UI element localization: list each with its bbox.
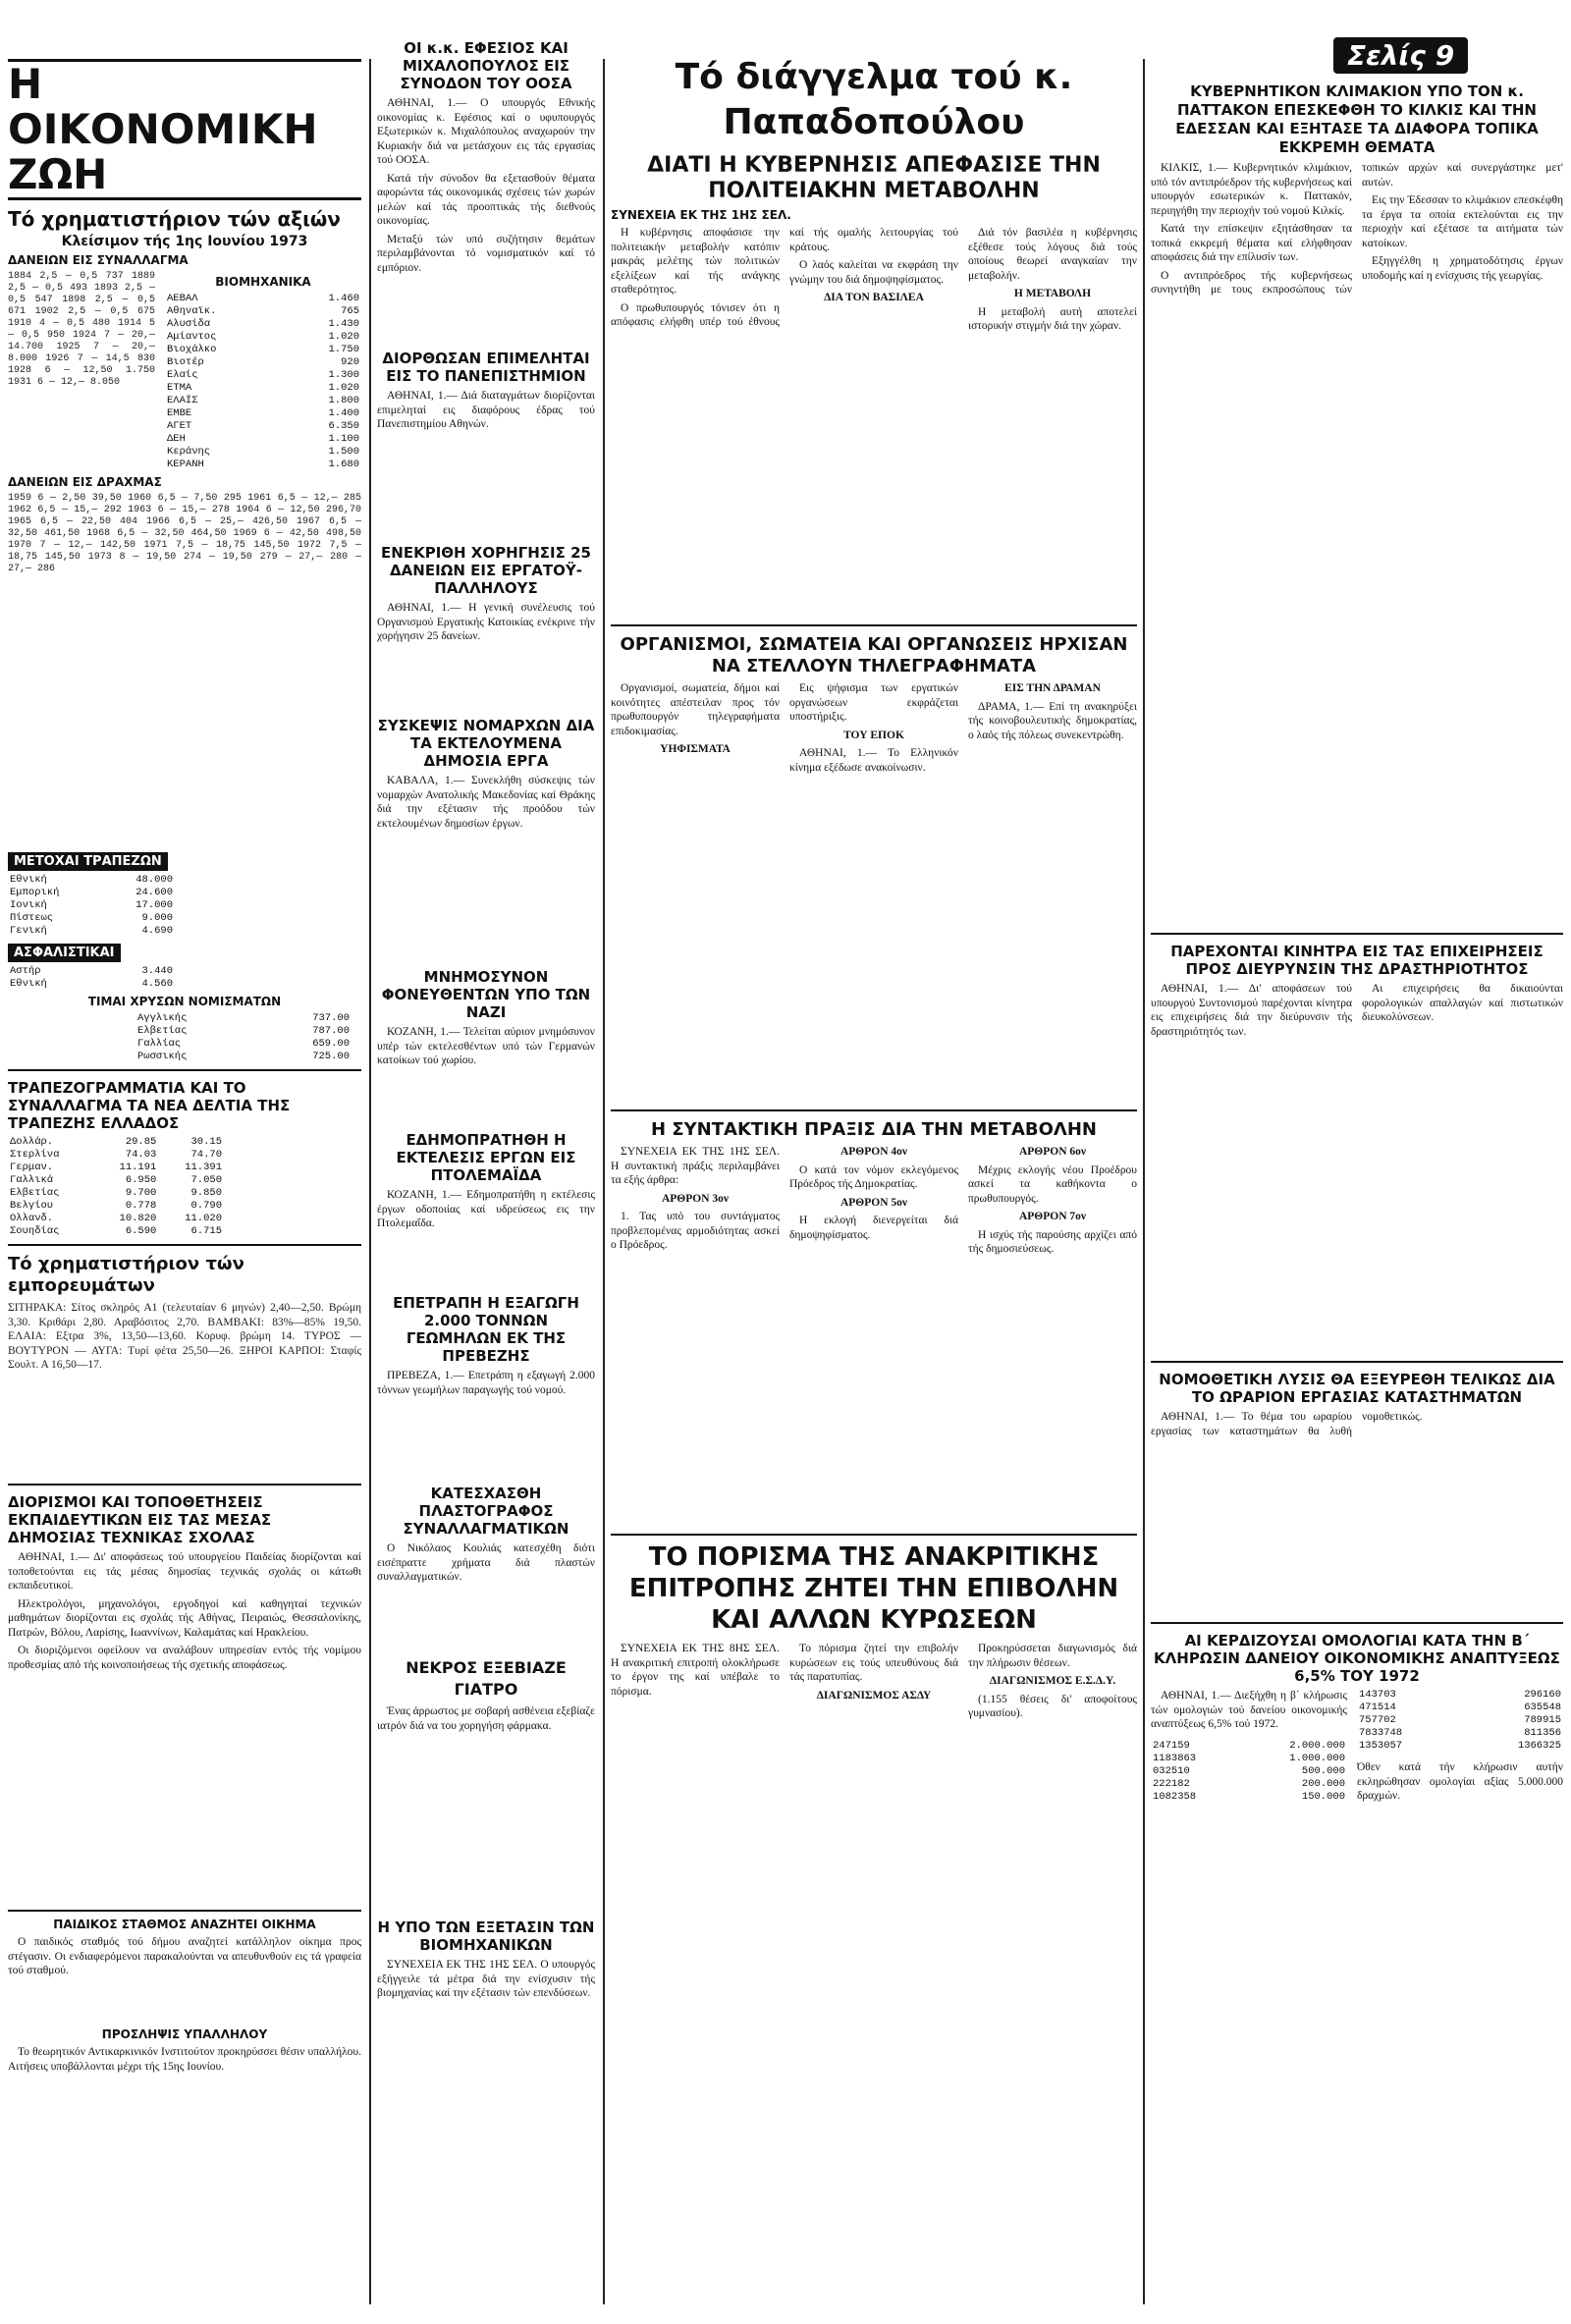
industrial-exams-headline: Η ΥΠΟ ΤΩΝ ΕΞΕΤΑΣΙΝ ΤΩΝ ΒΙΟΜΗΧΑΝΙΚΩΝ — [377, 1919, 595, 1954]
industrial-row — [165, 369, 361, 382]
industrial-row-cell: ΕΛΑΪΣ — [167, 395, 198, 406]
potatoes-text: ΠΡΕΒΕΖΑ, 1.— Επετράπη η εξαγωγή 2.000 τόννων γεωμήλων παραγωγής τού νομού. — [377, 1370, 595, 1396]
gold-table — [135, 1012, 352, 1063]
industrial-row-cell: ΚΕΡΑΝΗ — [167, 459, 204, 470]
gold-row-cell: Ρωσσικής — [137, 1051, 188, 1062]
industrial-row-cell: Κεράνης — [167, 446, 211, 458]
prize-row-cell: 2.000.000 — [1289, 1739, 1345, 1752]
doctor-headline: ΝΕΚΡΟΣ ΕΞΕΒΙΑΖΕ ΓΙΑΤΡΟ — [406, 1658, 567, 1699]
incentives-headline: ΠΑΡΕΧΟΝΤΑΙ ΚΙΝΗΤΡΑ ΕΙΣ ΤΑΣ ΕΠΙΧΕΙΡΗΣΕΙΣ ΠΡΟΣ ΔΙΕΥΡΥΝΣΙΝ ΤΗΣ ΔΡΑΣΤΗΡΙΟΤΗΤΟΣ — [1170, 943, 1544, 978]
inquiry-headline: ΤΟ ΠΟΡΙΣΜΑ ΤΗΣ ΑΝΑΚΡΙΤΙΚΗΣ ΕΠΙΤΡΟΠΗΣ ΖΗΤΕΙ ΤΗΝ ΕΠΙΒΟΛΗΝ ΚΑΙ ΑΛΛΩΝ ΚΥΡΩΣΕΩΝ — [628, 1542, 1119, 1635]
forger-headline: ΚΑΤΕΣΧΑΣΘΗ ΠΛΑΣΤΟΓΡΑΦΟΣ ΣΥΝΑΛΛΑΓΜΑΤΙΚΩΝ — [403, 1485, 569, 1538]
industrial-table — [165, 293, 361, 471]
bank-row — [8, 899, 175, 912]
fx-row-cell: Στερλίνα — [10, 1149, 60, 1161]
banks-table — [8, 874, 175, 938]
oecd-headline: ΟΙ κ.κ. ΕΦΕΣΙΟΣ ΚΑΙ ΜΙΧΑΛΟΠΟΥΛΟΣ ΕΙΣ ΣΥΝΟΔΟΝ ΤΟΥ ΟΟΣΑ — [400, 39, 572, 92]
prize-row-cell: 247159 — [1153, 1739, 1190, 1752]
article-6: ΑΡΘΡΟΝ 6ον — [1018, 1146, 1087, 1158]
gold-row-cell: 737.00 — [312, 1012, 350, 1024]
fx-row-cell: 30.15 — [190, 1136, 222, 1148]
bank-row-cell: 48.000 — [135, 874, 173, 886]
industrial-row-cell: Αμίαντος — [167, 331, 217, 343]
fx-row-cell: Βελγίου — [10, 1200, 54, 1212]
main-story-text: Η κυβέρνησις αποφάσισε την πολιτειακήν μεταβολήν κατόπιν μακράς μελέτης τών πολιτικών εξελίξεων καί τής ανάγκης σταθερότητος. Ο πρωθυπουργός τόνισεν ότι η απόφασις ελήφθη υπέρ τού έθνους καί τής ομαλής λειτουργίας τού κράτους. Ο λαός καλείται να εκφράση την γνώμην του διά δημοψηφίσματος. ΔΙΑ ΤΟΝ ΒΑΣΙΛΕΑ Διά τόν βασιλέα η κυβέρνησις εξέθεσε τούς λόγους διά τούς οποίους θεωρεί αναγκαίαν την μεταβολήν. Η ΜΕΤΑΒΟΛΗ Η μεταβολή αυτή αποτελεί ιστορικήν στιγμήν διά την χώραν. — [611, 227, 1137, 332]
continued-label: ΣΥΝΕΧΕΙΑ ΕΚ ΤΗΣ 1ΗΣ ΣΕΛ. — [611, 208, 791, 222]
forger-text: Ο Νικόλαος Κουλιάς κατεσχέθη διότι εισέπραττε χρήματα διά πλαστών συναλλαγματικών. — [377, 1542, 595, 1583]
prize-row — [1151, 1753, 1347, 1765]
drachma-loans-header: ΔΑΝΕΙΩΝ ΕΙΣ ΔΡΑΧΜΑΣ — [8, 475, 162, 489]
insurance-header: ΑΣΦΑΛΙΣΤΙΚΑΙ — [8, 944, 121, 962]
gold-row-cell: Ελβετίας — [137, 1025, 188, 1037]
fx-row — [8, 1200, 224, 1213]
drachma-loans-table: 1959 6 — 2,50 39,50 1960 6,5 — 7,50 295 1961 6,5 — 12,— 285 1962 6,5 — 15,— 292 1963 6 — 15,— 278 1964 6 — 12,50 296,70 1965 6,5 — 22,50 404 1966 6,5 — 25,— 426,50 1967 6,5 — 32,50 461,50 1968 6,5 — 32,50 464,50 1969 6 — 42,50 498,50 1970 7 — 12,— 142,50 1971 7,5 — 18,75 145,50 1972 7,5 — 18,75 145,50 1973 8 — 19,50 274 — 19,50 279 — 27,— 280 — 27,— 286 — [8, 493, 361, 574]
fx-row-cell: 0.790 — [190, 1200, 222, 1212]
memorial-headline: ΜΝΗΜΟΣΥΝΟΝ ΦΟΝΕΥΘΕΝΤΩΝ ΥΠΟ ΤΩΝ ΝΑΖΙ — [381, 968, 591, 1021]
industrial-header: ΒΙΟΜΗΧΑΝΙΚΑ — [215, 275, 311, 289]
loans-text: ΑΘΗΝΑΙ, 1.— Η γενική συνέλευσις τού Οργανισμού Εργατικής Κατοικίας ενέκρινε τήν χορήγησιν 25 δανείων. — [377, 602, 595, 642]
fx-row-cell: 6.590 — [125, 1225, 157, 1237]
industrial-row — [165, 305, 361, 318]
store-hours-headline: ΝΟΜΟΘΕΤΙΚΗ ΛΥΣΙΣ ΘΑ ΕΞΕΥΡΕΘΗ ΤΕΛΙΚΩΣ ΔΙΑ ΤΟ ΩΡΑΡΙΟΝ ΕΡΓΑΣΙΑΣ ΚΑΤΑΣΤΗΜΑΤΩΝ — [1159, 1371, 1555, 1406]
constitutional-act-headline: Η ΣΥΝΤΑΚΤΙΚΗ ΠΡΑΞΙΣ ΔΙΑ ΤΗΝ ΜΕΤΑΒΟΛΗΝ — [651, 1119, 1097, 1140]
bonds-text: ΑΘΗΝΑΙ, 1.— Διεξήχθη η β΄ κλήρωσις τών ομολογιών τού δανείου οικονομικής αναπτύξεως 6,5% τού 1972. 247159 2.000.000 1183863 1.000.000 032510 500.000 222182 200.000 1082358 150.000 — [1151, 1690, 1347, 1803]
column-rule — [1143, 59, 1145, 2304]
fx-row-cell: 29.85 — [125, 1136, 157, 1148]
change-subhead: Η ΜΕΤΑΒΟΛΗ — [1013, 288, 1092, 299]
prize-row-cell: 1082358 — [1153, 1790, 1197, 1803]
bank-row-cell: 24.600 — [135, 887, 173, 898]
industrial-row-cell: Αθηναϊκ. — [167, 305, 217, 317]
column-regional — [1151, 0, 1563, 2239]
insurance-table — [8, 965, 175, 991]
prize-row — [1151, 1765, 1347, 1778]
fx-row-cell: 6.950 — [125, 1174, 157, 1186]
fx-row-cell: 6.715 — [190, 1225, 222, 1237]
column-finance — [8, 0, 361, 2124]
prize-table — [1151, 1740, 1347, 1804]
industrial-row-cell: 1.020 — [328, 331, 359, 343]
ptolemaida-text: ΚΟΖΑΝΗ, 1.— Εδημοπρατήθη η εκτέλεσις έργων οδοποιίας καί υδρεύσεως εις την Πτολεμαΐδα. — [377, 1189, 595, 1229]
prize-row — [1151, 1740, 1347, 1753]
university-headline: ΔΙΟΡΘΩΣΑΝ ΕΠΙΜΕΛΗΤΑΙ ΕΙΣ ΤΟ ΠΑΝΕΠΙΣΤΗΜΙΟΝ — [382, 350, 590, 385]
industrial-row-cell: ΕΜΒΕ — [167, 407, 192, 419]
industrial-row — [165, 395, 361, 407]
gold-row-cell: Αγγλικής — [137, 1012, 188, 1024]
industrial-row-cell: ΑΕΒΑΛ — [167, 293, 198, 304]
industrial-row-cell: 1.430 — [328, 318, 359, 330]
gold-header: ΤΙΜΑΙ ΧΡΥΣΩΝ ΝΟΜΙΣΜΑΤΩΝ — [87, 995, 282, 1008]
industrial-row — [165, 344, 361, 356]
bond-number-row — [1357, 1714, 1563, 1727]
memorial-text: ΚΟΖΑΝΗ, 1.— Τελείται αύριον μνημόσυνον υπέρ τών εκτελεσθέντων υπό τών Γερμανών κατοίκων τού χωρίου. — [377, 1026, 595, 1066]
industrial-row — [165, 446, 361, 459]
article-7: ΑΡΘΡΟΝ 7ον — [1018, 1211, 1087, 1222]
article-5: ΑΡΘΡΟΝ 5ον — [840, 1196, 908, 1209]
fx-row-cell: 7.050 — [190, 1174, 222, 1186]
bank-row — [8, 912, 175, 925]
bond-number-row-cell: 1366325 — [1517, 1740, 1561, 1752]
industrial-row-cell: 1.750 — [328, 344, 359, 355]
fx-row-cell: Δολλάρ. — [10, 1136, 54, 1148]
industrial-row — [165, 293, 361, 305]
fx-row-cell: 9.850 — [190, 1187, 222, 1199]
stock-exchange-title: Τό χρηματιστήριον τών αξιών — [8, 207, 341, 231]
gold-row-cell: 787.00 — [312, 1025, 350, 1037]
section-title: Η ΟΙΚΟΝΟΜΙΚΗ ΖΩΗ — [8, 59, 361, 200]
insurance-row-cell: 3.440 — [141, 965, 173, 977]
bank-row-cell: Γενική — [10, 925, 47, 937]
teachers-title: ΔΙΟΡΙΣΜΟΙ ΚΑΙ ΤΟΠΟΘΕΤΗΣΕΙΣ ΕΚΠΑΙΔΕΥΤΙΚΩΝ ΕΙΣ ΤΑΣ ΜΕΣΑΣ ΔΗΜΟΣΙΑΣ ΤΕΧΝΙΚΑΣ ΣΧΟΛΑΣ — [8, 1493, 272, 1546]
university-text: ΑΘΗΝΑΙ, 1.— Διά διαταγμάτων διορίζονται επιμεληταί εις διαφόρους έδρας τού Πανεπιστημίου Αθηνών. — [377, 390, 595, 430]
fx-row-cell: Ελβετίας — [10, 1187, 60, 1199]
loans-header: ΔΑΝΕΙΩΝ ΕΙΣ ΣΥΝΑΛΛΑΓΜΑ — [8, 253, 189, 267]
fx-table — [8, 1136, 224, 1238]
gold-row-cell: Γαλλίας — [137, 1038, 182, 1050]
epok-subhead: ΤΟΥ ΕΠΟΚ — [843, 729, 904, 741]
king-subhead: ΔΙΑ ΤΟΝ ΒΑΣΙΛΕΑ — [824, 292, 924, 303]
industrial-row-cell: ΔΕΗ — [167, 433, 186, 445]
insurance-row-cell: Εθνική — [10, 978, 47, 990]
gold-row — [135, 1038, 352, 1051]
bank-row-cell: Εθνική — [10, 874, 47, 886]
esdy-subhead: ΔΙΑΓΩΝΙΣΜΟΣ Ε.Σ.Δ.Υ. — [989, 1675, 1116, 1687]
bond-number-row — [1357, 1702, 1563, 1714]
doctor-text: Ένας άρρωστος με σοβαρή ασθένεια εξεβίαζε ιατρόν διά να του χορηγήση φάρμακα. — [377, 1705, 595, 1732]
article-3: ΑΡΘΡΟΝ 3ον — [661, 1192, 730, 1205]
store-hours-text: ΑΘΗΝΑΙ, 1.— Το θέμα του ωραρίου εργασίας των καταστημάτων θα λυθή νομοθετικώς. — [1151, 1411, 1423, 1437]
fx-row — [8, 1213, 224, 1225]
industrial-row — [165, 356, 361, 369]
column-main-story — [611, 0, 1137, 1995]
industrial-row-cell: Βιοτέρ — [167, 356, 204, 368]
fx-row — [8, 1225, 224, 1238]
drama-subhead: ΕΙΣ ΤΗΝ ΔΡΑΜΑΝ — [1004, 682, 1101, 694]
constitutional-act-text: ΣΥΝΕΧΕΙΑ ΕΚ ΤΗΣ 1ΗΣ ΣΕΛ. Η συντακτική πράξις περιλαμβάνει τα εξής άρθρα: ΑΡΘΡΟΝ 3ον 1. Τας υπό του συντάγματος προβλεπομένας αρμοδιότητας ασκεί ο Πρόεδρος. ΑΡΘΡΟΝ 4ον Ο κατά τον νόμον εκλεγόμενος Πρόεδρος τής Δημοκρατίας. ΑΡΘΡΟΝ 5ον Η εκλογή διενεργείται διά δημοψηφίσματος. ΑΡΘΡΟΝ 6ον Μέχρις εκλογής νέου Προέδρου ασκεί τα καθήκοντα ο πρωθυπουργός. ΑΡΘΡΟΝ 7ον Η ισχύς τής παρούσης αρχίζει από τής δημοσιεύσεως. — [611, 1146, 1137, 1255]
bank-row-cell: 4.690 — [141, 925, 173, 937]
fx-row — [8, 1136, 224, 1149]
fx-row-cell: Γαλλικά — [10, 1174, 54, 1186]
main-headline: Τό διάγγελμα τού κ. Παπαδοπούλου — [675, 57, 1073, 142]
bond-number-row-cell: 811356 — [1524, 1727, 1561, 1739]
incentives-text: ΑΘΗΝΑΙ, 1.— Δι' αποφάσεων τού υπουργού Συντονισμού παρέχονται κίνητρα εις επιχειρήσεις διά την διεύρυνσιν τής δραστηριότητός των. Αι επιχειρήσεις θα δικαιούνται φορολογικών απαλλαγών καί πιστωτικών διευκολύνσεων. — [1151, 983, 1563, 1038]
prefects-text: ΚΑΒΑΛΑ, 1.— Συνεκλήθη σύσκεψις τών νομαρχών Ανατολικής Μακεδονίας καί Θράκης διά την εξέτασιν τής προόδου τών εκτελουμένων δημοσίων έργων. — [377, 775, 595, 830]
fx-row-cell: 74.03 — [125, 1149, 157, 1161]
employee-hiring-text: Το θεωρητικόν Αντικαρκινικόν Ινστιτούτον προκηρύσσει θέσιν υπαλλήλου. Αιτήσεις υποβάλλονται μέχρι τής 15ης Ιουνίου. — [8, 2046, 361, 2073]
bond-number-row — [1357, 1727, 1563, 1740]
industrial-row-cell: 1.100 — [328, 433, 359, 445]
bank-row — [8, 925, 175, 938]
industrial-row-cell: 1.800 — [328, 395, 359, 406]
article-4: ΑΡΘΡΟΝ 4ον — [840, 1146, 908, 1158]
gold-row — [135, 1051, 352, 1063]
industrial-row — [165, 331, 361, 344]
bank-row-cell: Πίστεως — [10, 912, 54, 924]
bond-numbers-table — [1357, 1689, 1563, 1753]
fx-row-cell: 11.020 — [185, 1213, 222, 1224]
prize-row-cell: 1.000.000 — [1289, 1752, 1345, 1764]
industrial-row-cell: 1.020 — [328, 382, 359, 394]
teachers-text: ΑΘΗΝΑΙ, 1.— Δι' αποφάσεως τού υπουργείου Παιδείας διορίζονται καί τοποθετούνται εις τάς μέσας δημοσίας τεχνικάς σχολάς οι κάτωθι εκπαιδευτικοί. Ηλεκτρολόγοι, μηχανολόγοι, εργοδηγοί καί καθηγηταί τεχνικών μαθημάτων διορίζονται εις σχολάς τής Αθήνας, Πειραιώς, Θεσσαλονίκης, Πατρών, Βόλου, Λαρίσης, Ιωαννίνων, Καλαμάτας καί Ηρακλείου. Οι διοριζόμενοι οφείλουν να αναλάβουν υπηρεσίαν εντός τής νομίμου προθεσμίας από τής κοινοποιήσεως τής σχετικής αποφάσεως. — [8, 1551, 361, 1671]
bond-number-row-cell: 1353057 — [1359, 1740, 1403, 1752]
bond-number-row-cell: 789915 — [1524, 1714, 1561, 1726]
fx-row-cell: 9.700 — [125, 1187, 157, 1199]
bank-row-cell: 9.000 — [141, 912, 173, 924]
pattakos-text: ΚΙΛΚΙΣ, 1.— Κυβερνητικόν κλιμάκιον, υπό τόν αντιπρόεδρον τής κυβερνήσεως καί υπουργόν εσωτερικών κ. Παττακόν, περιηγήθη την περιοχήν τού νομού Κιλκίς. Κατά την επίσκεψιν εξητάσθησαν τα τοπικά εκκρεμή θέματα καί ελήφθησαν αποφάσεις διά την επίλυσίν των. Ο αντιπρόεδρος τής κυβερνήσεως συνηντήθη με τους εκπροσώπους τών τοπικών αρχών καί συνεργάστηκε μετ' αυτών. Εις την Έδεσσαν το κλιμάκιον επεσκέφθη τα έργα τα οποία εκτελούνται εις την περιοχήν καί εξέτασε τα αιτήματα τών κατοίκων. Εξηγγέλθη η χρηματοδότησις έργων υποδομής καί η ενίσχυσις τής γεωργίας. — [1151, 162, 1563, 296]
kindergarten-title: ΠΑΙΔΙΚΟΣ ΣΤΑΘΜΟΣ ΑΝΑΖΗΤΕΙ ΟΙΚΗΜΑ — [53, 1918, 316, 1931]
industrial-row-cell: ΕΤΜΑ — [167, 382, 192, 394]
industrial-row-cell: 920 — [341, 356, 359, 368]
gold-row — [135, 1012, 352, 1025]
bond-number-row-cell: 143703 — [1359, 1689, 1396, 1701]
asdy-subhead: ΔΙΑΓΩΝΙΣΜΟΣ ΑΣΔΥ — [816, 1689, 932, 1702]
fx-row — [8, 1149, 224, 1162]
commodities-title: Τό χρηματιστήριον τών εμπορευμάτων — [8, 1254, 244, 1296]
industrial-row-cell: 765 — [341, 305, 359, 317]
gold-row — [135, 1025, 352, 1038]
page-number-badge: Σελίς 9 — [1333, 37, 1468, 74]
insurance-row-cell: 4.560 — [141, 978, 173, 990]
insurance-row — [8, 965, 175, 978]
prize-row-cell: 222182 — [1153, 1777, 1190, 1790]
gold-row-cell: 725.00 — [312, 1051, 350, 1062]
fx-row-cell: 0.778 — [125, 1200, 157, 1212]
fx-row-cell: 11.191 — [119, 1162, 157, 1173]
potatoes-headline: ΕΠΕΤΡΑΠΗ Η ΕΞΑΓΩΓΗ 2.000 ΤΟΝΝΩΝ ΓΕΩΜΗΛΩΝ ΕΚ ΤΗΣ ΠΡΕΒΕΖΗΣ — [393, 1294, 579, 1365]
industrial-row — [165, 420, 361, 433]
banknotes-title: ΤΡΑΠΕΖΟΓΡΑΜΜΑΤΙΑ ΚΑΙ ΤΟ ΣΥΝΑΛΛΑΓΜΑ ΤΑ ΝΕΑ ΔΕΛΤΙΑ ΤΗΣ ΤΡΑΠΕΖΗΣ ΕΛΛΑΔΟΣ — [8, 1079, 291, 1132]
bank-row — [8, 874, 175, 887]
closing-date: Κλείσιμον τής 1ης Ιουνίου 1973 — [61, 234, 308, 249]
industrial-row-cell: 1.500 — [328, 446, 359, 458]
column-rule — [603, 59, 605, 2304]
industrial-row-cell: Βιοχάλκο — [167, 344, 217, 355]
bond-number-row-cell: 635548 — [1524, 1702, 1561, 1713]
fx-row-cell: 11.391 — [185, 1162, 222, 1173]
industrial-row — [165, 433, 361, 446]
industrial-row-cell: 1.400 — [328, 407, 359, 419]
column-news-briefs — [377, 0, 595, 2272]
industrial-row-cell: 1.680 — [328, 459, 359, 470]
pattakos-headline: ΚΥΒΕΡΝΗΤΙΚΟΝ ΚΛΙΜΑΚΙΟΝ ΥΠΟ ΤΟΝ κ. ΠΑΤΤΑΚΟΝ ΕΠΕΣΚΕΦΘΗ ΤΟ ΚΙΛΚΙΣ ΚΑΙ ΤΗΝ ΕΔΕΣΣΑΝ ΚΑΙ ΕΞΗΤΑΣΕ ΤΑ ΔΙΑΦΟΡΑ ΤΟΠΙΚΑ ΕΚΚΡΕΜΗ ΘΕΜΑΤΑ — [1175, 82, 1539, 156]
bond-number-row-cell: 7833748 — [1359, 1727, 1403, 1739]
bank-row-cell: Ιονική — [10, 899, 47, 911]
organizations-text: Οργανισμοί, σωματεία, δήμοι καί κοινότητες απέστειλαν προς τόν πρωθυπουργόν τηλεγραφήματα επιδοκιμασίας. ΥΗΦΙΣΜΑΤΑ Εις ψήφισμα των εργατικών οργανώσεων εκφράζεται υποστήριξις. ΤΟΥ ΕΠΟΚ ΑΘΗΝΑΙ, 1.— Το Ελληνικόν κίνημα εξέδωσε ανακοίνωσιν. ΕΙΣ ΤΗΝ ΔΡΑΜΑΝ ΔΡΑΜΑ, 1.— Επί τη ανακηρύξει τής κοινοβουλευτικής δημοκρατίας, ο λαός τής πόλεως συνεκεντρώθη. — [611, 682, 1137, 774]
prize-row-cell: 500.000 — [1301, 1764, 1345, 1777]
bank-row-cell: 17.000 — [135, 899, 173, 911]
pattakos-lead: ΚΙΛΚΙΣ, 1.— Κυβερνητικόν κλιμάκιον, υπό τόν αντιπρόεδρον τής κυβερνήσεως καί υπουργόν εσωτερικών κ. Παττακόν, περιηγήθη την περιοχήν τού νομού Κιλκίς. — [1151, 162, 1352, 217]
insurance-row-cell: Αστήρ — [10, 965, 41, 977]
bond-number-row-cell: 757702 — [1359, 1714, 1396, 1726]
prefects-headline: ΣΥΣΚΕΨΙΣ ΝΟΜΑΡΧΩΝ ΔΙΑ ΤΑ ΕΚΤΕΛΟΥΜΕΝΑ ΔΗΜΟΣΙΑ ΕΡΓΑ — [377, 717, 595, 770]
kindergarten-text: Ο παιδικός σταθμός τού δήμου αναζητεί κατάλληλον οίκημα προς στέγασιν. Οι ενδιαφερόμενοι παρακαλούνται να απευθυνθούν εις τά γραφεία τού σταθμού. — [8, 1936, 361, 1976]
industrial-row-cell: 1.460 — [328, 293, 359, 304]
industrial-row — [165, 459, 361, 471]
main-subheadline: ΔΙΑΤΙ Η ΚΥΒΕΡΝΗΣΙΣ ΑΠΕΦΑΣΙΣΕ ΤΗΝ ΠΟΛΙΤΕΙΑΚΗΝ ΜΕΤΑΒΟΛΗΝ — [647, 153, 1101, 203]
industrial-row-cell: 1.300 — [328, 369, 359, 381]
fx-row — [8, 1162, 224, 1174]
industrial-exams-text: ΣΥΝΕΧΕΙΑ ΕΚ ΤΗΣ 1ΗΣ ΣΕΛ. Ο υπουργός εξήγγειλε τά μέτρα διά την ενίσχυσιν τής βιομηχανίας καί την εξέτασιν τών επενδύσεων. — [377, 1959, 595, 1999]
ptolemaida-headline: ΕΔΗΜΟΠΡΑΤΗΘΗ Η ΕΚΤΕΛΕΣΙΣ ΕΡΓΩΝ ΕΙΣ ΠΤΟΛΕΜΑΪΔΑ — [396, 1131, 576, 1184]
organizations-headline: ΟΡΓΑΝΙΣΜΟΙ, ΣΩΜΑΤΕΙΑ ΚΑΙ ΟΡΓΑΝΩΣΕΙΣ ΗΡΧΙΣΑΝ ΝΑ ΣΤΕΛΛΟΥΝ ΤΗΛΕΓΡΑΦΗΜΑΤΑ — [620, 634, 1128, 676]
resolutions-subhead: ΥΗΦΙΣΜΑΤΑ — [660, 743, 731, 755]
bank-row — [8, 887, 175, 899]
commodities-text: ΣΙΤΗΡΑΚΑ: Σίτος σκληρός Α1 (τελευταίαν 6 μηνών) 2,40—2,50. Βρώμη 3,30. Κριθάρι 2,80. Αραβόσιτος 2,70. ΒΑΜΒΑΚΙ: 83%—85% 19,50. ΕΛΑΙΑ: Εξτρα 3%, 13,50—13,60. Κορυφ. βρώμη 14. ΤΥΡΟΣ — ΒΟΥΤΥΡΟΝ — ΑΥΓΑ: Τυρί φέτα 25,50—26. ΞΗΡΟΙ ΚΑΡΠΟΙ: Σταφίς Σουλτ. Α 16,50—17. — [8, 1302, 361, 1371]
fx-row — [8, 1174, 224, 1187]
industrial-row — [165, 407, 361, 420]
prize-row-cell: 1183863 — [1153, 1752, 1197, 1764]
inquiry-text: ΣΥΝΕΧΕΙΑ ΕΚ ΤΗΣ 8ΗΣ ΣΕΛ. Η ανακριτική επιτροπή ολοκλήρωσε το έργον της καί υπέβαλε το πόρισμα. Το πόρισμα ζητεί την επιβολήν κυρώσεων εις τούς υπευθύνους διά τάς παρατυπίας. ΔΙΑΓΩΝΙΣΜΟΣ ΑΣΔΥ Προκηρύσσεται διαγωνισμός διά την πλήρωσιν θέσεων. ΔΙΑΓΩΝΙΣΜΟΣ Ε.Σ.Δ.Υ. (1.155 θέσεις δι' αποφοίτους γυμνασίου). — [611, 1643, 1137, 1719]
bond-number-row — [1357, 1689, 1563, 1702]
fx-row — [8, 1187, 224, 1200]
fx-row-cell: Ολλανδ. — [10, 1213, 54, 1224]
fx-row-cell: Σουηδίας — [10, 1225, 60, 1237]
prize-row — [1151, 1791, 1347, 1804]
prize-row-cell: 150.000 — [1301, 1790, 1345, 1803]
bonds-headline: ΑΙ ΚΕΡΔΙΖΟΥΣΑΙ ΟΜΟΛΟΓΙΑΙ ΚΑΤΑ ΤΗΝ Β΄ ΚΛΗΡΩΣΙΝ ΔΑΝΕΙΟΥ ΟΙΚΟΝΟΜΙΚΗΣ ΑΝΑΠΤΥΞΕΩΣ 6,5% ΤΟΥ 1972 — [1154, 1632, 1560, 1685]
insurance-row — [8, 978, 175, 991]
employee-hiring-title: ΠΡΟΣΛΗΨΙΣ ΥΠΑΛΛΗΛΟΥ — [101, 2027, 268, 2041]
industrial-row-cell: Ελαίς — [167, 369, 198, 381]
fx-row-cell: 10.820 — [119, 1213, 157, 1224]
industrial-row-cell: Αλυσίδα — [167, 318, 211, 330]
fx-row-cell: 74.70 — [190, 1149, 222, 1161]
bond-number-row — [1357, 1740, 1563, 1753]
gold-row-cell: 659.00 — [312, 1038, 350, 1050]
oecd-lead: ΑΘΗΝΑΙ, 1.— Ο υπουργός Εθνικής οικονομίας κ. Εφέσιος καί ο υφυπουργός Εξωτερικών κ. Μιχαλόπουλος αναχωρούν την Κυριακήν διά να μετάσχουν εις τάς εργασίας τού ΟΟΣΑ. — [377, 97, 595, 166]
banks-header: ΜΕΤΟΧΑΙ ΤΡΑΠΕΖΩΝ — [8, 852, 168, 871]
prize-row-cell: 200.000 — [1301, 1777, 1345, 1790]
teachers-lead: ΑΘΗΝΑΙ, 1.— Δι' αποφάσεως τού υπουργείου Παιδείας διορίζονται καί τοποθετούνται εις τάς μέσας δημοσίας τεχνικάς σχολάς οι κάτωθι εκπαιδευτικοί. — [8, 1551, 361, 1592]
column-rule — [369, 59, 371, 2304]
industrial-row — [165, 318, 361, 331]
loans-table: 1884 2,5 — 0,5 737 1889 2,5 — 0,5 493 1893 2,5 — 0,5 547 1898 2,5 — 0,5 671 1902 2,5 — 0,5 675 1910 4 — 0,5 480 1914 5 — 0,5 950 1924 7 — 20,— 14.700 1925 7 — 20,— 8.000 1926 7 — 14,5 830 1928 6 — 12,50 1.750 1931 6 — 12,— 8.050 — [8, 271, 155, 388]
loans-headline: ΕΝΕΚΡΙΘΗ ΧΟΡΗΓΗΣΙΣ 25 ΔΑΝΕΙΩΝ ΕΙΣ ΕΡΓΑΤΟΫ-ΠΑΛΛΗΛΟΥΣ — [381, 544, 591, 597]
bank-row-cell: Εμπορική — [10, 887, 60, 898]
prize-row — [1151, 1778, 1347, 1791]
industrial-row-cell: 6.350 — [328, 420, 359, 432]
fx-row-cell: Γερμαν. — [10, 1162, 54, 1173]
bonds-footer: Όθεν κατά τήν κλήρωσιν αυτήν εκληρώθησαν ομολογίαι αξίας 5.000.000 δραχμών. — [1357, 1761, 1563, 1802]
industrial-row — [165, 382, 361, 395]
industrial-row-cell: ΑΓΕΤ — [167, 420, 192, 432]
bond-number-row-cell: 471514 — [1359, 1702, 1396, 1713]
bond-number-row-cell: 296160 — [1524, 1689, 1561, 1701]
oecd-text: ΑΘΗΝΑΙ, 1.— Ο υπουργός Εθνικής οικονομίας κ. Εφέσιος καί ο υφυπουργός Εξωτερικών κ. Μιχαλόπουλος αναχωρούν την Κυριακήν διά να μετάσχουν εις τάς εργασίας τού ΟΟΣΑ. Κατά τήν σύνοδον θα εξετασθούν θέματα αφορώντα τάς οικονομικάς σχέσεις τών χωρών μελών καί τάς προοπτικάς τής διεθνούς οικονομίας. Μεταξύ τών υπό συζήτησιν θεμάτων περιλαμβάνονται τό νομισματικόν καί τό εμπόριον. — [377, 97, 595, 274]
prize-row-cell: 032510 — [1153, 1764, 1190, 1777]
